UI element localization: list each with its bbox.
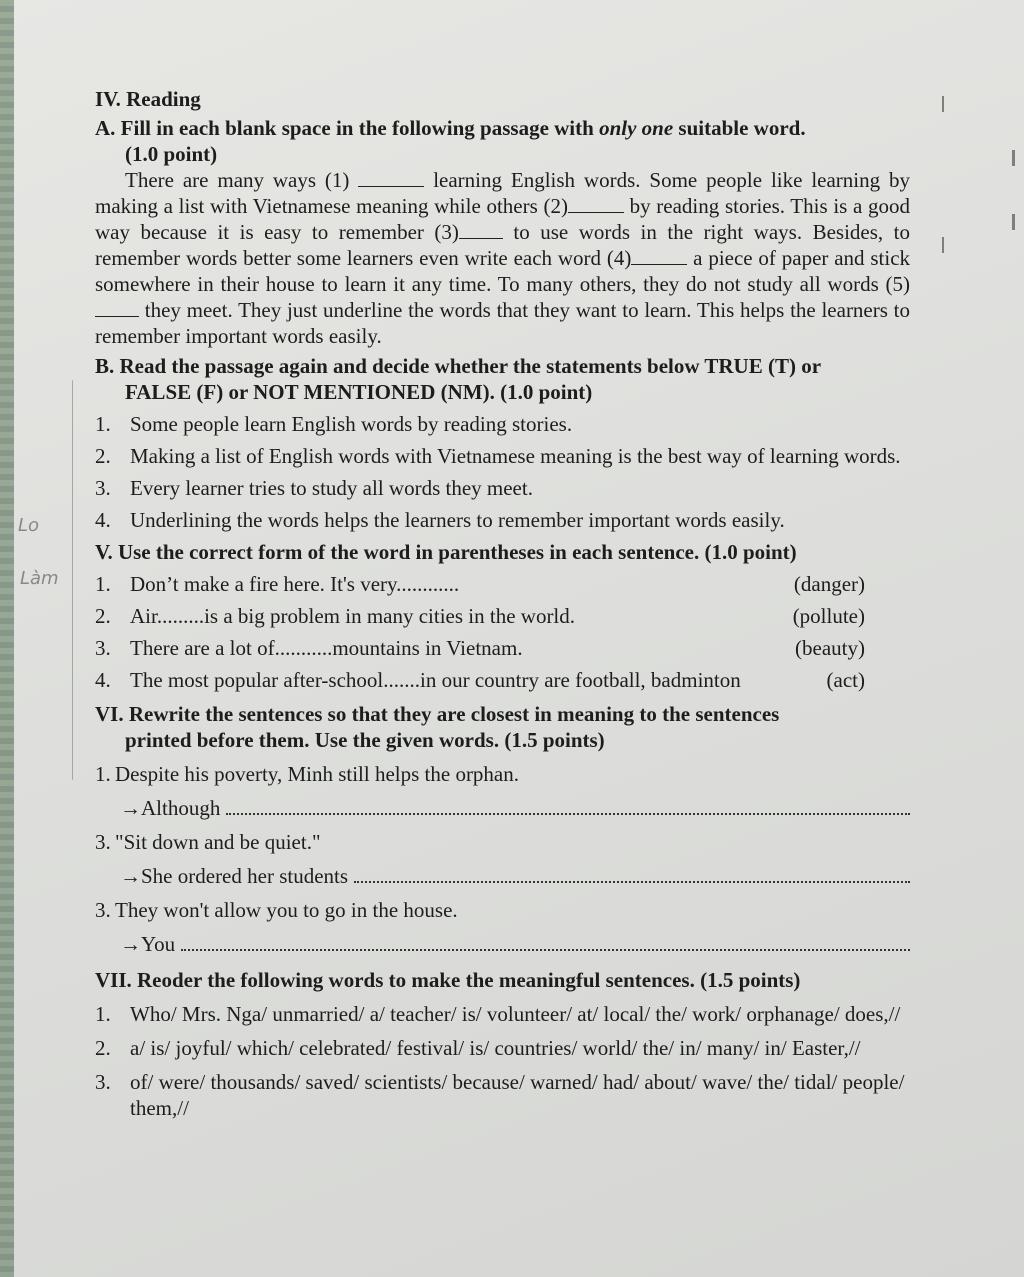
reading-passage: There are many ways (1) learning English words. Some people like learning by making a list with Vietnamese meaning while others (2) by reading stories. This is a good way because it is easy to remember (3) to use words in the right ways. Besides, to remember words better some learners even write each word (4) a piece of paper and stick somewhere in their house to learn it any time. To many others, they do not study all words (5) they meet. They just underline the words that they want to learn. This helps the learners to remember important words easily. [95,168,911,348]
answer-line: →You [95,931,910,957]
blank-2[interactable] [568,212,624,213]
part-a-title: A. Fill in each blank space in the following passage with only one suitable word. [95,116,806,140]
worksheet-content [95,86,910,1121]
word-hint: (danger) [793,572,865,596]
word-form-item: 3. There are a lot of...........mountains in Vietnam. (beauty) [95,635,910,661]
reorder-list [95,1001,910,1121]
answer-line: →She ordered her students [95,863,910,889]
statement-item: 2. Making a list of English words with Vietnamese meaning is the best way of learning words. [95,444,901,468]
word-form-item: 1. Don’t make a fire here. It's very............ (danger) [95,571,910,597]
part-a-points: (1.0 point) [125,142,218,166]
word-hint: (pollute) [792,604,865,628]
answer-line: →Although [95,795,910,821]
section-vii-title: VII. Reoder the following words to make the meaningful sentences. (1.5 points) [95,968,801,992]
blank-4[interactable] [631,264,687,265]
section-vi-title-cont: printed before them. Use the given words. (1.5 points) [125,728,605,752]
rewrite-item: 1. Despite his poverty, Minh still helps the orphan. [95,762,520,786]
section-v-title: V. Use the correct form of the word in parentheses in each sentence. (1.0 point) [95,540,797,564]
word-form-item: 2. Air.........is a big problem in many cities in the world. (pollute) [95,603,910,629]
part-a-emphasis: only one [599,116,674,140]
margin-bracket-line [72,380,75,780]
margin-note-1: Lo [18,515,40,536]
statement-item: 4. Underlining the words helps the learners to remember important words easily. [95,508,785,532]
answer-blank[interactable] [181,931,910,951]
edge-mark [1012,214,1015,230]
section-vi-title: VI. Rewrite the sentences so that they are closest in meaning to the sentences [95,702,780,726]
statement-item: 1. Some people learn English words by reading stories. [95,412,573,436]
word-hint: (beauty) [795,636,865,660]
edge-mark [942,237,944,253]
rewrite-item: 3. They won't allow you to go in the house. [95,898,458,922]
part-b-title: B. Read the passage again and decide whether the statements below TRUE (T) or [95,354,822,378]
word-form-item: 4. The most popular after-school.......in our country are football, badminton (act) [95,667,910,693]
answer-blank[interactable] [226,795,910,815]
word-form-list [95,571,910,693]
rewrite-item: 3. "Sit down and be quiet." [95,830,321,854]
statement-item: 3. Every learner tries to study all words they meet. [95,476,533,500]
answer-blank[interactable] [354,863,910,883]
reorder-item: 1. Who/ Mrs. Nga/ unmarried/ a/ teacher/ is/ volunteer/ at/ local/ the/ work/ orphanage/ does,// [95,1002,901,1026]
rewrite-list [95,761,910,957]
word-hint: (act) [826,668,865,692]
reorder-item: 2. a/ is/ joyful/ which/ celebrated/ festival/ is/ countries/ world/ the/ in/ many/ in/ Easter,// [95,1036,861,1060]
blank-1[interactable] [358,186,424,187]
blank-5[interactable] [95,316,139,317]
edge-mark [942,96,944,112]
reorder-item: 3. of/ were/ thousands/ saved/ scientists/ because/ warned/ had/ about/ wave/ the/ tidal/ people/ them,// [95,1070,905,1120]
blank-3[interactable] [459,238,503,239]
part-b-title-cont: FALSE (F) or NOT MENTIONED (NM). (1.0 point) [125,380,593,404]
statement-list [95,411,910,533]
edge-mark [1012,150,1015,166]
margin-note-2: Làm [20,568,59,589]
binding-edge [0,0,14,1277]
section-iv-title: IV. Reading [95,87,201,111]
